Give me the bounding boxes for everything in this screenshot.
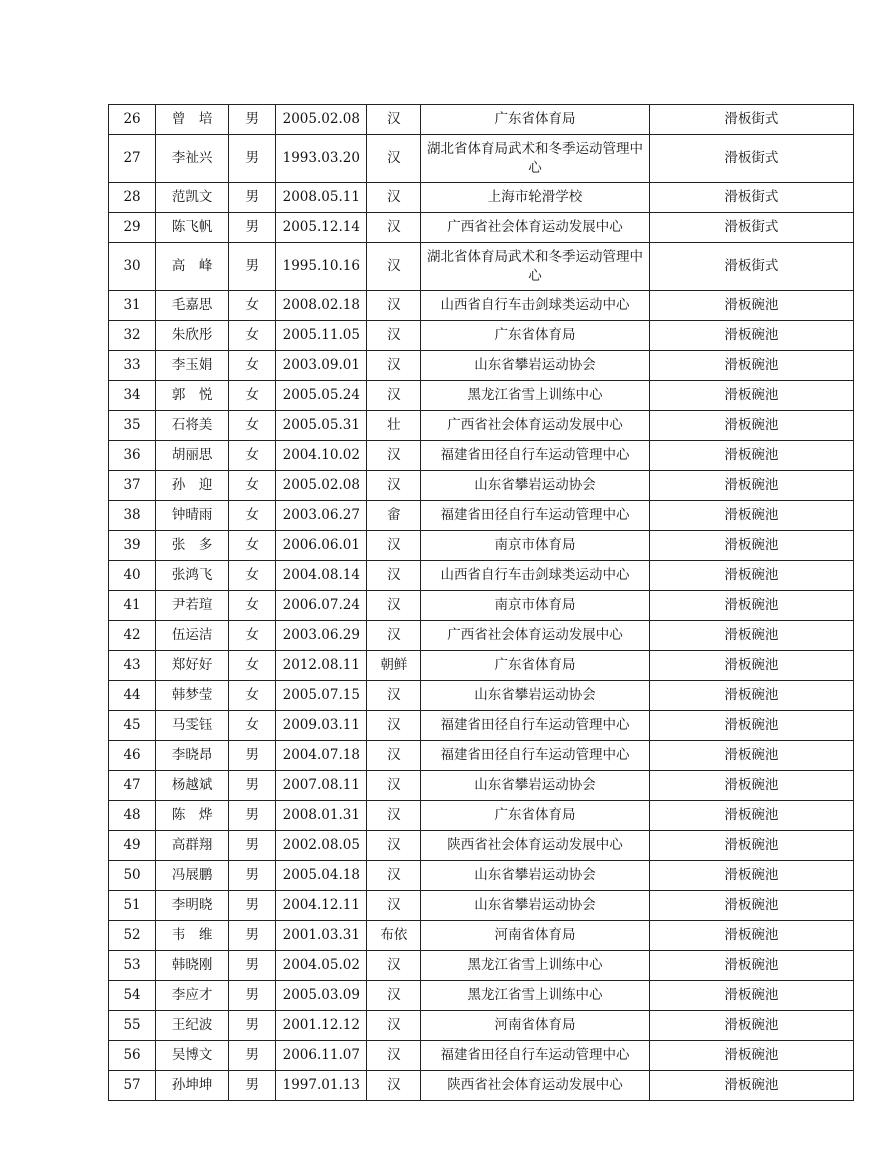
athlete-sex: 男 [229, 243, 276, 291]
table-row [109, 621, 854, 651]
row-number: 55 [109, 1011, 156, 1041]
athlete-birthdate: 2009.03.11 [276, 711, 367, 741]
athlete-unit: 山西省自行车击剑球类运动中心 [421, 561, 649, 591]
athlete-name: 朱欣彤 [156, 321, 229, 351]
athlete-unit: 南京市体育局 [421, 591, 649, 621]
athlete-birthdate: 2012.08.11 [276, 651, 367, 681]
athlete-unit: 湖北省体育局武术和冬季运动管理中心 [421, 243, 649, 291]
athlete-name: 马雯钰 [156, 711, 229, 741]
athlete-birthdate: 2006.06.01 [276, 531, 367, 561]
athlete-ethnicity: 汉 [367, 1041, 421, 1071]
athlete-name: 胡丽思 [156, 441, 229, 471]
row-number: 37 [109, 471, 156, 501]
athlete-roster-table [108, 104, 854, 1101]
athlete-birthdate: 2005.04.18 [276, 861, 367, 891]
athlete-birthdate: 2003.09.01 [276, 351, 367, 381]
athlete-sex: 女 [229, 501, 276, 531]
athlete-name: 韩晓刚 [156, 951, 229, 981]
athlete-sex: 男 [229, 951, 276, 981]
athlete-event: 滑板街式 [649, 105, 853, 135]
athlete-sex: 男 [229, 981, 276, 1011]
athlete-event: 滑板碗池 [649, 1071, 853, 1101]
athlete-unit: 湖北省体育局武术和冬季运动管理中心 [421, 135, 649, 183]
athlete-name: 吴博文 [156, 1041, 229, 1071]
athlete-birthdate: 2008.05.11 [276, 183, 367, 213]
table-row [109, 831, 854, 861]
row-number: 26 [109, 105, 156, 135]
athlete-ethnicity: 汉 [367, 243, 421, 291]
athlete-name: 曾 培 [156, 105, 229, 135]
athlete-event: 滑板碗池 [649, 771, 853, 801]
athlete-sex: 男 [229, 213, 276, 243]
athlete-unit: 广西省社会体育运动发展中心 [421, 621, 649, 651]
table-row [109, 651, 854, 681]
athlete-event: 滑板碗池 [649, 561, 853, 591]
athlete-name: 孙 迎 [156, 471, 229, 501]
athlete-event: 滑板碗池 [649, 1011, 853, 1041]
athlete-name: 张鸿飞 [156, 561, 229, 591]
table-row [109, 501, 854, 531]
row-number: 34 [109, 381, 156, 411]
row-number: 51 [109, 891, 156, 921]
table-row [109, 213, 854, 243]
athlete-event: 滑板碗池 [649, 351, 853, 381]
athlete-unit: 山东省攀岩运动协会 [421, 471, 649, 501]
row-number: 41 [109, 591, 156, 621]
row-number: 43 [109, 651, 156, 681]
table-row [109, 921, 854, 951]
athlete-event: 滑板碗池 [649, 891, 853, 921]
athlete-event: 滑板街式 [649, 213, 853, 243]
athlete-sex: 男 [229, 771, 276, 801]
athlete-name: 孙坤坤 [156, 1071, 229, 1101]
athlete-ethnicity: 布依 [367, 921, 421, 951]
athlete-ethnicity: 汉 [367, 591, 421, 621]
athlete-name: 杨越斌 [156, 771, 229, 801]
athlete-name: 郑好好 [156, 651, 229, 681]
athlete-birthdate: 2005.03.09 [276, 981, 367, 1011]
athlete-name: 伍运洁 [156, 621, 229, 651]
athlete-ethnicity: 汉 [367, 1011, 421, 1041]
athlete-sex: 男 [229, 105, 276, 135]
athlete-unit: 福建省田径自行车运动管理中心 [421, 741, 649, 771]
athlete-unit: 陕西省社会体育运动发展中心 [421, 831, 649, 861]
roster-body [109, 105, 854, 1101]
athlete-name: 石将美 [156, 411, 229, 441]
athlete-sex: 女 [229, 321, 276, 351]
athlete-event: 滑板碗池 [649, 711, 853, 741]
athlete-name: 陈 烨 [156, 801, 229, 831]
athlete-event: 滑板碗池 [649, 501, 853, 531]
athlete-name: 李玉娟 [156, 351, 229, 381]
athlete-sex: 女 [229, 531, 276, 561]
athlete-sex: 男 [229, 183, 276, 213]
table-row [109, 471, 854, 501]
athlete-birthdate: 2005.02.08 [276, 105, 367, 135]
row-number: 47 [109, 771, 156, 801]
athlete-unit: 南京市体育局 [421, 531, 649, 561]
athlete-ethnicity: 汉 [367, 135, 421, 183]
athlete-unit: 广东省体育局 [421, 651, 649, 681]
athlete-name: 尹若瑄 [156, 591, 229, 621]
athlete-birthdate: 2005.05.24 [276, 381, 367, 411]
athlete-event: 滑板碗池 [649, 621, 853, 651]
athlete-sex: 男 [229, 741, 276, 771]
row-number: 54 [109, 981, 156, 1011]
athlete-unit: 黑龙江省雪上训练中心 [421, 381, 649, 411]
athlete-unit: 河南省体育局 [421, 921, 649, 951]
athlete-birthdate: 1993.03.20 [276, 135, 367, 183]
row-number: 33 [109, 351, 156, 381]
athlete-ethnicity: 汉 [367, 951, 421, 981]
athlete-sex: 女 [229, 561, 276, 591]
athlete-birthdate: 1995.10.16 [276, 243, 367, 291]
athlete-birthdate: 2001.12.12 [276, 1011, 367, 1041]
athlete-name: 李祉兴 [156, 135, 229, 183]
athlete-sex: 男 [229, 861, 276, 891]
row-number: 27 [109, 135, 156, 183]
table-row [109, 591, 854, 621]
row-number: 42 [109, 621, 156, 651]
athlete-event: 滑板碗池 [649, 471, 853, 501]
row-number: 52 [109, 921, 156, 951]
athlete-name: 高 峰 [156, 243, 229, 291]
athlete-name: 郭 悦 [156, 381, 229, 411]
row-number: 57 [109, 1071, 156, 1101]
table-row [109, 135, 854, 183]
table-row [109, 291, 854, 321]
row-number: 50 [109, 861, 156, 891]
athlete-event: 滑板碗池 [649, 321, 853, 351]
athlete-ethnicity: 汉 [367, 831, 421, 861]
athlete-unit: 山东省攀岩运动协会 [421, 891, 649, 921]
row-number: 56 [109, 1041, 156, 1071]
table-row [109, 1041, 854, 1071]
athlete-birthdate: 2003.06.29 [276, 621, 367, 651]
athlete-name: 张 多 [156, 531, 229, 561]
athlete-sex: 男 [229, 135, 276, 183]
athlete-ethnicity: 汉 [367, 561, 421, 591]
athlete-event: 滑板碗池 [649, 921, 853, 951]
athlete-event: 滑板碗池 [649, 981, 853, 1011]
table-row [109, 105, 854, 135]
athlete-birthdate: 2004.12.11 [276, 891, 367, 921]
athlete-ethnicity: 汉 [367, 621, 421, 651]
athlete-name: 李应才 [156, 981, 229, 1011]
athlete-birthdate: 2004.07.18 [276, 741, 367, 771]
athlete-birthdate: 2008.02.18 [276, 291, 367, 321]
row-number: 39 [109, 531, 156, 561]
athlete-birthdate: 2006.11.07 [276, 1041, 367, 1071]
athlete-unit: 上海市轮滑学校 [421, 183, 649, 213]
row-number: 38 [109, 501, 156, 531]
table-row [109, 741, 854, 771]
athlete-name: 王纪波 [156, 1011, 229, 1041]
athlete-ethnicity: 汉 [367, 771, 421, 801]
athlete-ethnicity: 壮 [367, 411, 421, 441]
table-row [109, 771, 854, 801]
athlete-sex: 女 [229, 591, 276, 621]
athlete-birthdate: 2005.05.31 [276, 411, 367, 441]
athlete-event: 滑板碗池 [649, 651, 853, 681]
row-number: 44 [109, 681, 156, 711]
row-number: 29 [109, 213, 156, 243]
athlete-ethnicity: 汉 [367, 471, 421, 501]
table-row [109, 1071, 854, 1101]
table-row [109, 351, 854, 381]
row-number: 45 [109, 711, 156, 741]
athlete-birthdate: 2005.11.05 [276, 321, 367, 351]
athlete-name: 李明晓 [156, 891, 229, 921]
athlete-ethnicity: 汉 [367, 291, 421, 321]
athlete-sex: 女 [229, 411, 276, 441]
athlete-name: 陈飞帆 [156, 213, 229, 243]
athlete-ethnicity: 汉 [367, 213, 421, 243]
table-row [109, 891, 854, 921]
athlete-birthdate: 2001.03.31 [276, 921, 367, 951]
athlete-ethnicity: 汉 [367, 801, 421, 831]
athlete-event: 滑板碗池 [649, 861, 853, 891]
athlete-name: 韦 维 [156, 921, 229, 951]
athlete-unit: 河南省体育局 [421, 1011, 649, 1041]
athlete-event: 滑板碗池 [649, 831, 853, 861]
athlete-event: 滑板碗池 [649, 801, 853, 831]
athlete-event: 滑板碗池 [649, 681, 853, 711]
athlete-birthdate: 2007.08.11 [276, 771, 367, 801]
athlete-unit: 福建省田径自行车运动管理中心 [421, 711, 649, 741]
athlete-event: 滑板街式 [649, 243, 853, 291]
athlete-event: 滑板碗池 [649, 441, 853, 471]
athlete-event: 滑板碗池 [649, 741, 853, 771]
athlete-ethnicity: 朝鲜 [367, 651, 421, 681]
athlete-unit: 黑龙江省雪上训练中心 [421, 981, 649, 1011]
athlete-birthdate: 2005.02.08 [276, 471, 367, 501]
athlete-event: 滑板街式 [649, 183, 853, 213]
athlete-sex: 男 [229, 831, 276, 861]
athlete-birthdate: 2004.05.02 [276, 951, 367, 981]
athlete-ethnicity: 汉 [367, 981, 421, 1011]
athlete-unit: 广西省社会体育运动发展中心 [421, 213, 649, 243]
athlete-ethnicity: 汉 [367, 891, 421, 921]
athlete-sex: 男 [229, 1011, 276, 1041]
athlete-sex: 女 [229, 351, 276, 381]
table-row [109, 681, 854, 711]
athlete-unit: 山西省自行车击剑球类运动中心 [421, 291, 649, 321]
athlete-birthdate: 2005.07.15 [276, 681, 367, 711]
athlete-ethnicity: 汉 [367, 321, 421, 351]
athlete-event: 滑板碗池 [649, 381, 853, 411]
athlete-sex: 女 [229, 471, 276, 501]
table-row [109, 561, 854, 591]
athlete-ethnicity: 汉 [367, 351, 421, 381]
athlete-sex: 女 [229, 621, 276, 651]
athlete-name: 李晓昂 [156, 741, 229, 771]
table-row [109, 381, 854, 411]
athlete-sex: 男 [229, 1071, 276, 1101]
athlete-name: 毛嘉思 [156, 291, 229, 321]
athlete-event: 滑板碗池 [649, 291, 853, 321]
athlete-name: 范凯文 [156, 183, 229, 213]
athlete-sex: 男 [229, 891, 276, 921]
athlete-name: 冯展鹏 [156, 861, 229, 891]
athlete-unit: 福建省田径自行车运动管理中心 [421, 1041, 649, 1071]
athlete-sex: 女 [229, 381, 276, 411]
table-row [109, 1011, 854, 1041]
athlete-sex: 男 [229, 1041, 276, 1071]
row-number: 30 [109, 243, 156, 291]
athlete-birthdate: 2004.10.02 [276, 441, 367, 471]
table-row [109, 711, 854, 741]
athlete-birthdate: 2006.07.24 [276, 591, 367, 621]
athlete-ethnicity: 汉 [367, 531, 421, 561]
table-row [109, 321, 854, 351]
athlete-event: 滑板碗池 [649, 1041, 853, 1071]
table-row [109, 531, 854, 561]
table-row [109, 411, 854, 441]
athlete-unit: 广东省体育局 [421, 105, 649, 135]
athlete-sex: 女 [229, 681, 276, 711]
row-number: 35 [109, 411, 156, 441]
athlete-unit: 黑龙江省雪上训练中心 [421, 951, 649, 981]
athlete-ethnicity: 汉 [367, 183, 421, 213]
athlete-unit: 陕西省社会体育运动发展中心 [421, 1071, 649, 1101]
athlete-unit: 广东省体育局 [421, 801, 649, 831]
athlete-unit: 山东省攀岩运动协会 [421, 861, 649, 891]
athlete-ethnicity: 汉 [367, 681, 421, 711]
athlete-sex: 女 [229, 291, 276, 321]
table-row [109, 951, 854, 981]
row-number: 36 [109, 441, 156, 471]
row-number: 28 [109, 183, 156, 213]
athlete-ethnicity: 畲 [367, 501, 421, 531]
athlete-unit: 广东省体育局 [421, 321, 649, 351]
athlete-birthdate: 2003.06.27 [276, 501, 367, 531]
row-number: 31 [109, 291, 156, 321]
athlete-ethnicity: 汉 [367, 741, 421, 771]
row-number: 53 [109, 951, 156, 981]
athlete-ethnicity: 汉 [367, 381, 421, 411]
athlete-ethnicity: 汉 [367, 441, 421, 471]
row-number: 48 [109, 801, 156, 831]
athlete-birthdate: 1997.01.13 [276, 1071, 367, 1101]
athlete-sex: 女 [229, 441, 276, 471]
athlete-sex: 女 [229, 651, 276, 681]
table-row [109, 861, 854, 891]
athlete-name: 钟晴雨 [156, 501, 229, 531]
athlete-name: 韩梦莹 [156, 681, 229, 711]
athlete-ethnicity: 汉 [367, 1071, 421, 1101]
athlete-event: 滑板碗池 [649, 411, 853, 441]
table-row [109, 801, 854, 831]
athlete-birthdate: 2002.08.05 [276, 831, 367, 861]
athlete-unit: 山东省攀岩运动协会 [421, 681, 649, 711]
table-row [109, 243, 854, 291]
athlete-event: 滑板碗池 [649, 531, 853, 561]
row-number: 46 [109, 741, 156, 771]
athlete-birthdate: 2008.01.31 [276, 801, 367, 831]
athlete-sex: 男 [229, 921, 276, 951]
row-number: 40 [109, 561, 156, 591]
athlete-unit: 山东省攀岩运动协会 [421, 351, 649, 381]
table-row [109, 441, 854, 471]
athlete-event: 滑板碗池 [649, 951, 853, 981]
row-number: 49 [109, 831, 156, 861]
athlete-unit: 广西省社会体育运动发展中心 [421, 411, 649, 441]
athlete-birthdate: 2005.12.14 [276, 213, 367, 243]
athlete-ethnicity: 汉 [367, 105, 421, 135]
table-row [109, 981, 854, 1011]
athlete-name: 高群翔 [156, 831, 229, 861]
row-number: 32 [109, 321, 156, 351]
athlete-sex: 女 [229, 711, 276, 741]
athlete-ethnicity: 汉 [367, 711, 421, 741]
athlete-birthdate: 2004.08.14 [276, 561, 367, 591]
athlete-ethnicity: 汉 [367, 861, 421, 891]
athlete-unit: 福建省田径自行车运动管理中心 [421, 501, 649, 531]
athlete-unit: 福建省田径自行车运动管理中心 [421, 441, 649, 471]
athlete-sex: 男 [229, 801, 276, 831]
table-row [109, 183, 854, 213]
athlete-event: 滑板街式 [649, 135, 853, 183]
athlete-unit: 山东省攀岩运动协会 [421, 771, 649, 801]
athlete-event: 滑板碗池 [649, 591, 853, 621]
